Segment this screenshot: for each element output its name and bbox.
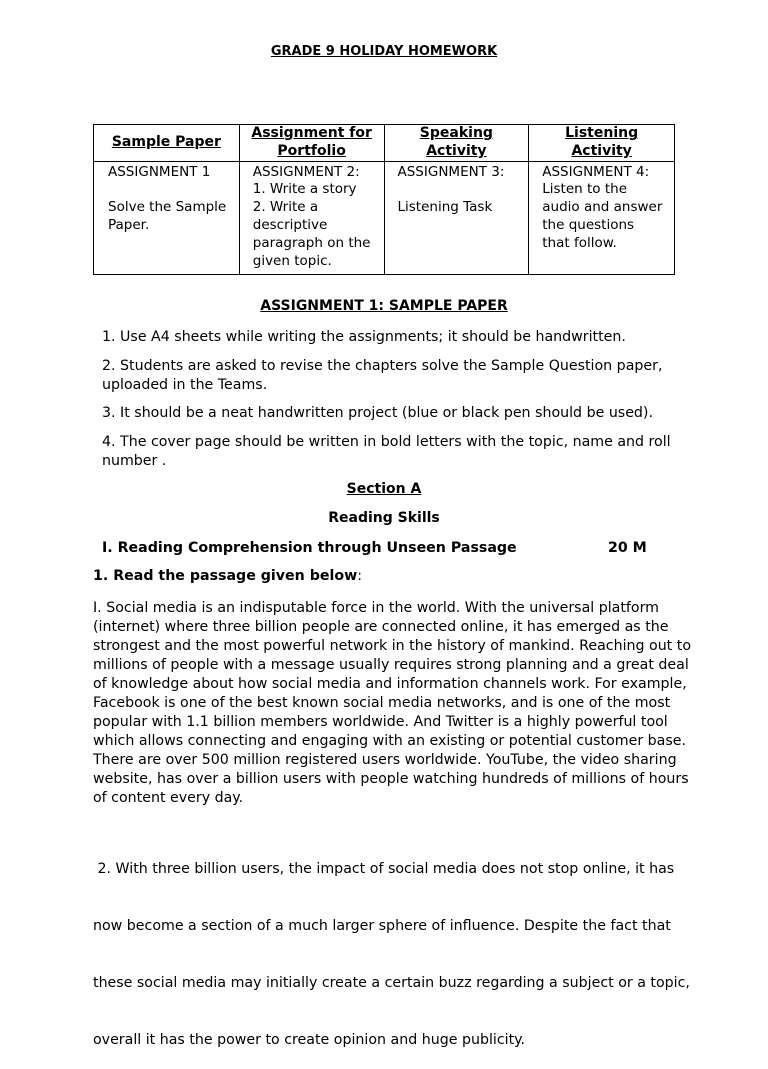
passage-line: (internet) where three billion people are connected online, it has emerged as the xyxy=(93,619,669,635)
instruction-2: 2. Students are asked to revise the chapters solve the Sample Question paper, xyxy=(102,358,663,374)
passage-line: website, has over a billion users with people watching hundreds of millions of hours xyxy=(93,771,689,787)
cell-text: 1. Write a story xyxy=(252,181,357,198)
table-row xyxy=(94,161,675,275)
passage-line: strongest and the most powerful network in the history of mankind. Reaching out to xyxy=(93,638,692,654)
instruction-2-cont: uploaded in the Teams. xyxy=(102,377,268,393)
header-text: Sample Paper xyxy=(111,133,221,150)
header-text: Portfolio xyxy=(277,142,346,159)
table-header-row xyxy=(94,125,675,162)
document-title: GRADE 9 HOLIDAY HOMEWORK xyxy=(270,44,498,59)
passage-line: of content every day. xyxy=(93,790,244,806)
cell-text: Listening Task xyxy=(397,199,493,216)
cell-text: ASSIGNMENT 3: xyxy=(397,163,505,180)
section-heading: Section A xyxy=(346,481,422,497)
comprehension-title: I. Reading Comprehension through Unseen Passage xyxy=(102,540,517,556)
passage-line: There are over 500 million registered users worldwide. YouTube, the video sharing xyxy=(93,752,677,768)
assignment-1-heading: ASSIGNMENT 1: SAMPLE PAPER xyxy=(260,298,508,314)
passage-paragraph-1 xyxy=(93,599,691,808)
cell-text: ASSIGNMENT 1 xyxy=(108,163,211,180)
passage-paragraph-2 xyxy=(93,822,690,1069)
cell-text: that follow. xyxy=(542,234,617,251)
passage-line: now become a section of a much larger sphere of influence. Despite the fact that xyxy=(93,918,671,934)
header-speaking-activity xyxy=(384,125,529,162)
header-text: Listening xyxy=(565,125,639,141)
header-text: Activity xyxy=(426,142,487,159)
cell-text: ASSIGNMENT 2: xyxy=(252,163,360,180)
passage-line: popular with 1.1 billion members worldwide. And Twitter is a highly powerful tool xyxy=(93,714,668,730)
passage-line: which allows connecting and engaging with an existing or potential customer base. xyxy=(93,733,686,749)
cell-text: audio and answer xyxy=(542,199,663,216)
header-assignment-portfolio xyxy=(239,125,384,162)
read-passage-colon: : xyxy=(357,568,362,584)
cell-text: 2. Write a xyxy=(252,199,319,216)
passage-line: I. Social media is an indisputable force in the world. With the universal platform xyxy=(93,600,660,616)
instruction-1: 1. Use A4 sheets while writing the assignments; it should be handwritten. xyxy=(102,329,626,345)
passage-line: Facebook is one of the best known social media networks, and is one of the most xyxy=(93,695,671,711)
header-sample-paper xyxy=(94,125,240,162)
cell-assignment-4 xyxy=(529,161,675,275)
cell-text: given topic. xyxy=(252,252,332,269)
assignments-table xyxy=(93,124,675,275)
header-text: Activity xyxy=(571,142,632,159)
passage-line: of knowledge about how social media and information channels work. For example, xyxy=(93,676,687,692)
cell-text: Listen to the xyxy=(542,181,628,198)
reading-skills-heading: Reading Skills xyxy=(328,510,440,526)
cell-assignment-2 xyxy=(239,161,384,275)
instruction-4: 4. The cover page should be written in bold letters with the topic, name and roll xyxy=(102,434,671,450)
passage-line: millions of people with a message usually requires strong planning and a great deal xyxy=(93,657,689,673)
cell-assignment-3 xyxy=(384,161,529,275)
header-listening-activity xyxy=(529,125,675,162)
cell-text: ASSIGNMENT 4: xyxy=(542,163,650,180)
cell-text: descriptive xyxy=(252,216,328,233)
cell-text: Paper. xyxy=(108,216,150,233)
header-text: Assignment for xyxy=(251,125,372,141)
cell-assignment-1 xyxy=(94,161,240,275)
passage-line: 2. With three billion users, the impact of social media does not stop online, it has xyxy=(93,861,675,877)
instruction-3: 3. It should be a neat handwritten project (blue or black pen should be used). xyxy=(102,405,653,421)
comprehension-marks: 20 M xyxy=(608,540,647,556)
instruction-4-cont: number . xyxy=(102,453,167,469)
cell-text: paragraph on the xyxy=(252,234,371,251)
header-text: Speaking xyxy=(419,125,493,141)
passage-line: these social media may initially create a certain buzz regarding a subject or a topic, xyxy=(93,975,690,991)
read-passage-label: 1. Read the passage given below xyxy=(93,568,358,584)
passage-line: overall it has the power to create opinion and huge publicity. xyxy=(93,1032,526,1048)
cell-text: the questions xyxy=(542,216,635,233)
cell-text: Solve the Sample xyxy=(108,199,227,216)
read-passage-instruction xyxy=(93,567,362,586)
